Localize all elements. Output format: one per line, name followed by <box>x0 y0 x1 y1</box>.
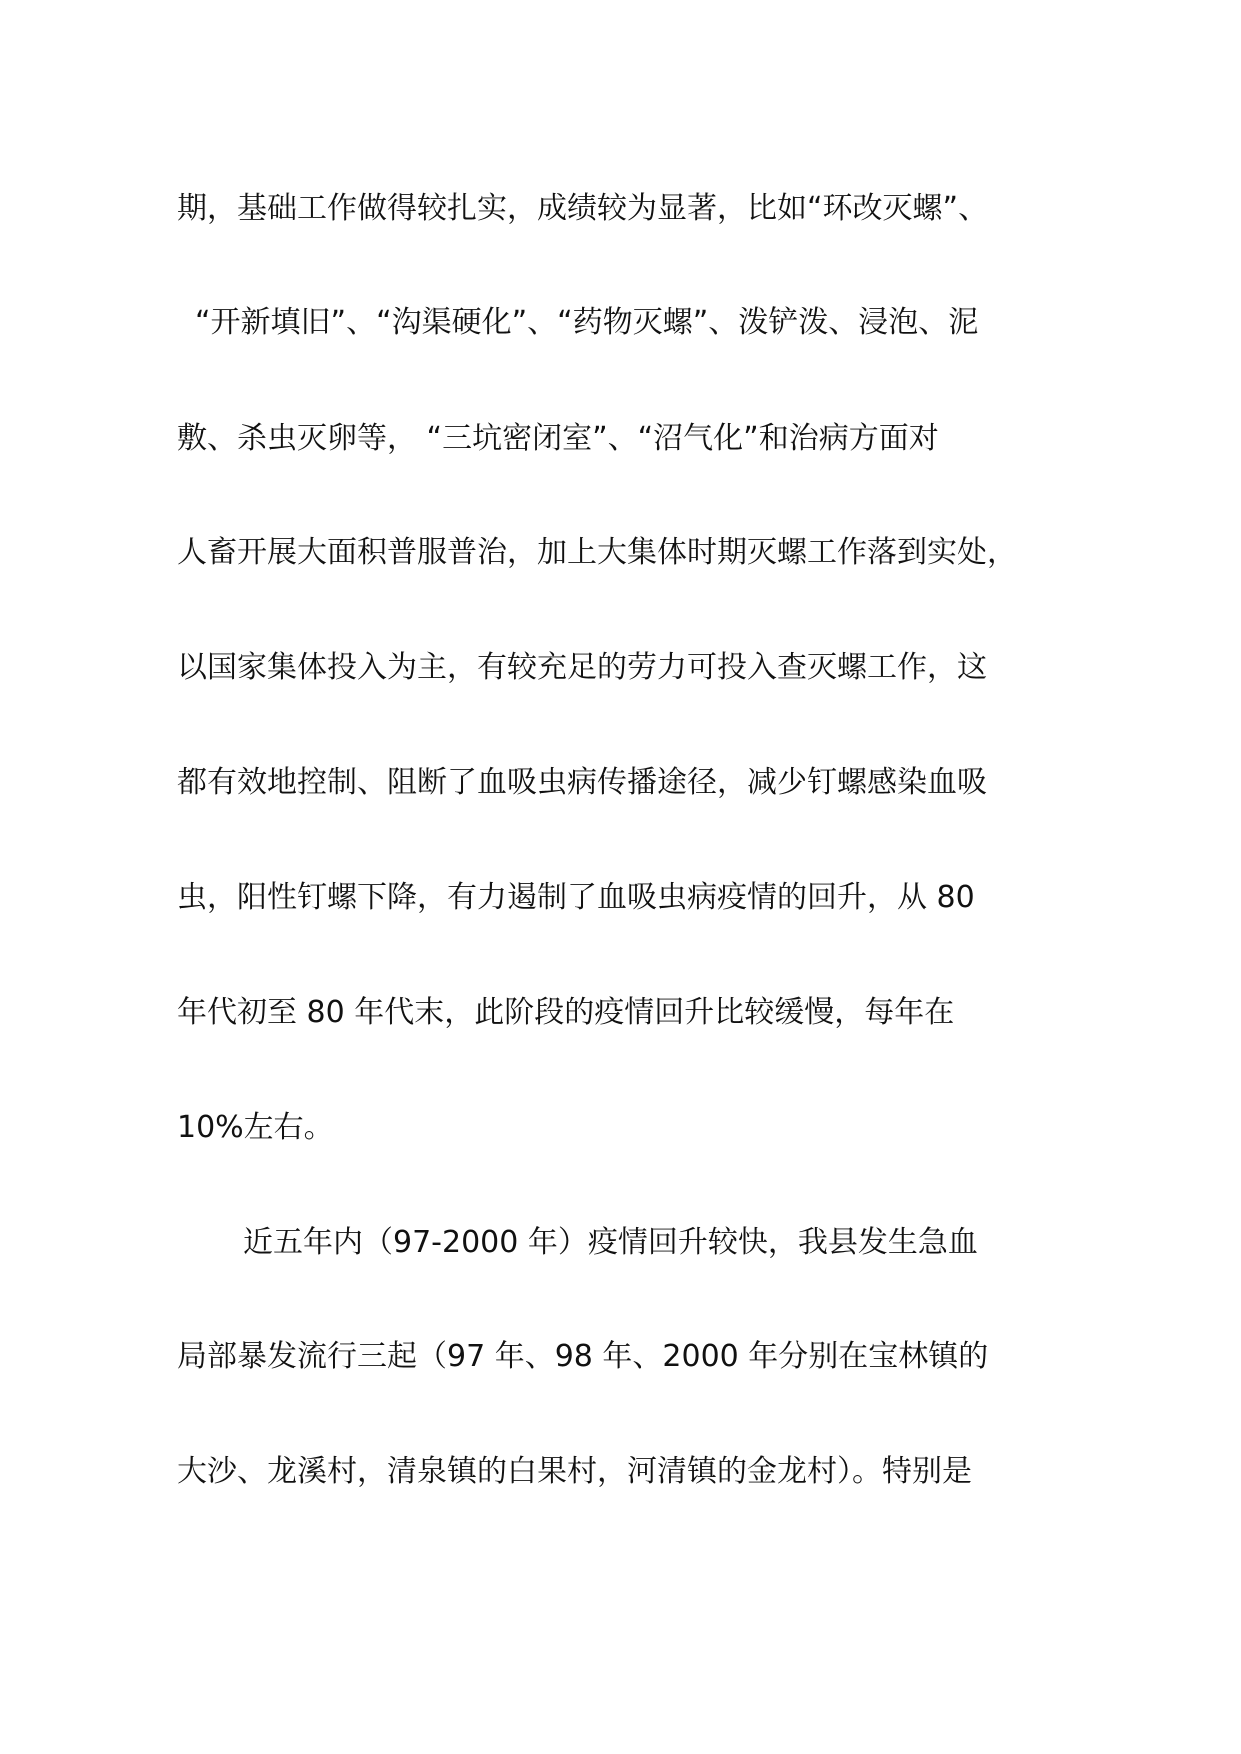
paragraph-line: 期，基础工作做得较扎实，成绩较为显著，比如“环改灭螺”、 <box>177 191 989 226</box>
paragraph-line: “开新填旧”、“沟渠硬化”、“药物灭螺”、泼铲泼、浸泡、泥 <box>195 305 979 340</box>
paragraph-line: 年代初至 80 年代末，此阶段的疫情回升比较缓慢，每年在 <box>177 995 955 1030</box>
paragraph-line: 都有效地控制、阻断了血吸虫病传播途径，减少钉螺感染血吸 <box>177 765 987 800</box>
paragraph-first-line: 近五年内（97-2000 年）疫情回升较快，我县发生急血 <box>243 1225 978 1260</box>
paragraph-line: 局部暴发流行三起（97 年、98 年、2000 年分别在宝林镇的 <box>177 1339 989 1374</box>
paragraph-line: 10%左右。 <box>177 1110 334 1145</box>
paragraph-line: 大沙、龙溪村，清泉镇的白果村，河清镇的金龙村）。特别是 <box>177 1454 972 1489</box>
paragraph-line: 以国家集体投入为主，有较充足的劳力可投入查灭螺工作，这 <box>177 650 987 685</box>
paragraph-line: 虫，阳性钉螺下降，有力遏制了血吸虫病疫情的回升，从 80 <box>177 880 975 915</box>
paragraph-line: 人畜开展大面积普服普治，加上大集体时期灭螺工作落到实处， <box>177 535 1017 570</box>
paragraph-line: 敷、杀虫灭卵等， “三坑密闭室”、“沼气化”和治病方面对 <box>177 421 939 456</box>
